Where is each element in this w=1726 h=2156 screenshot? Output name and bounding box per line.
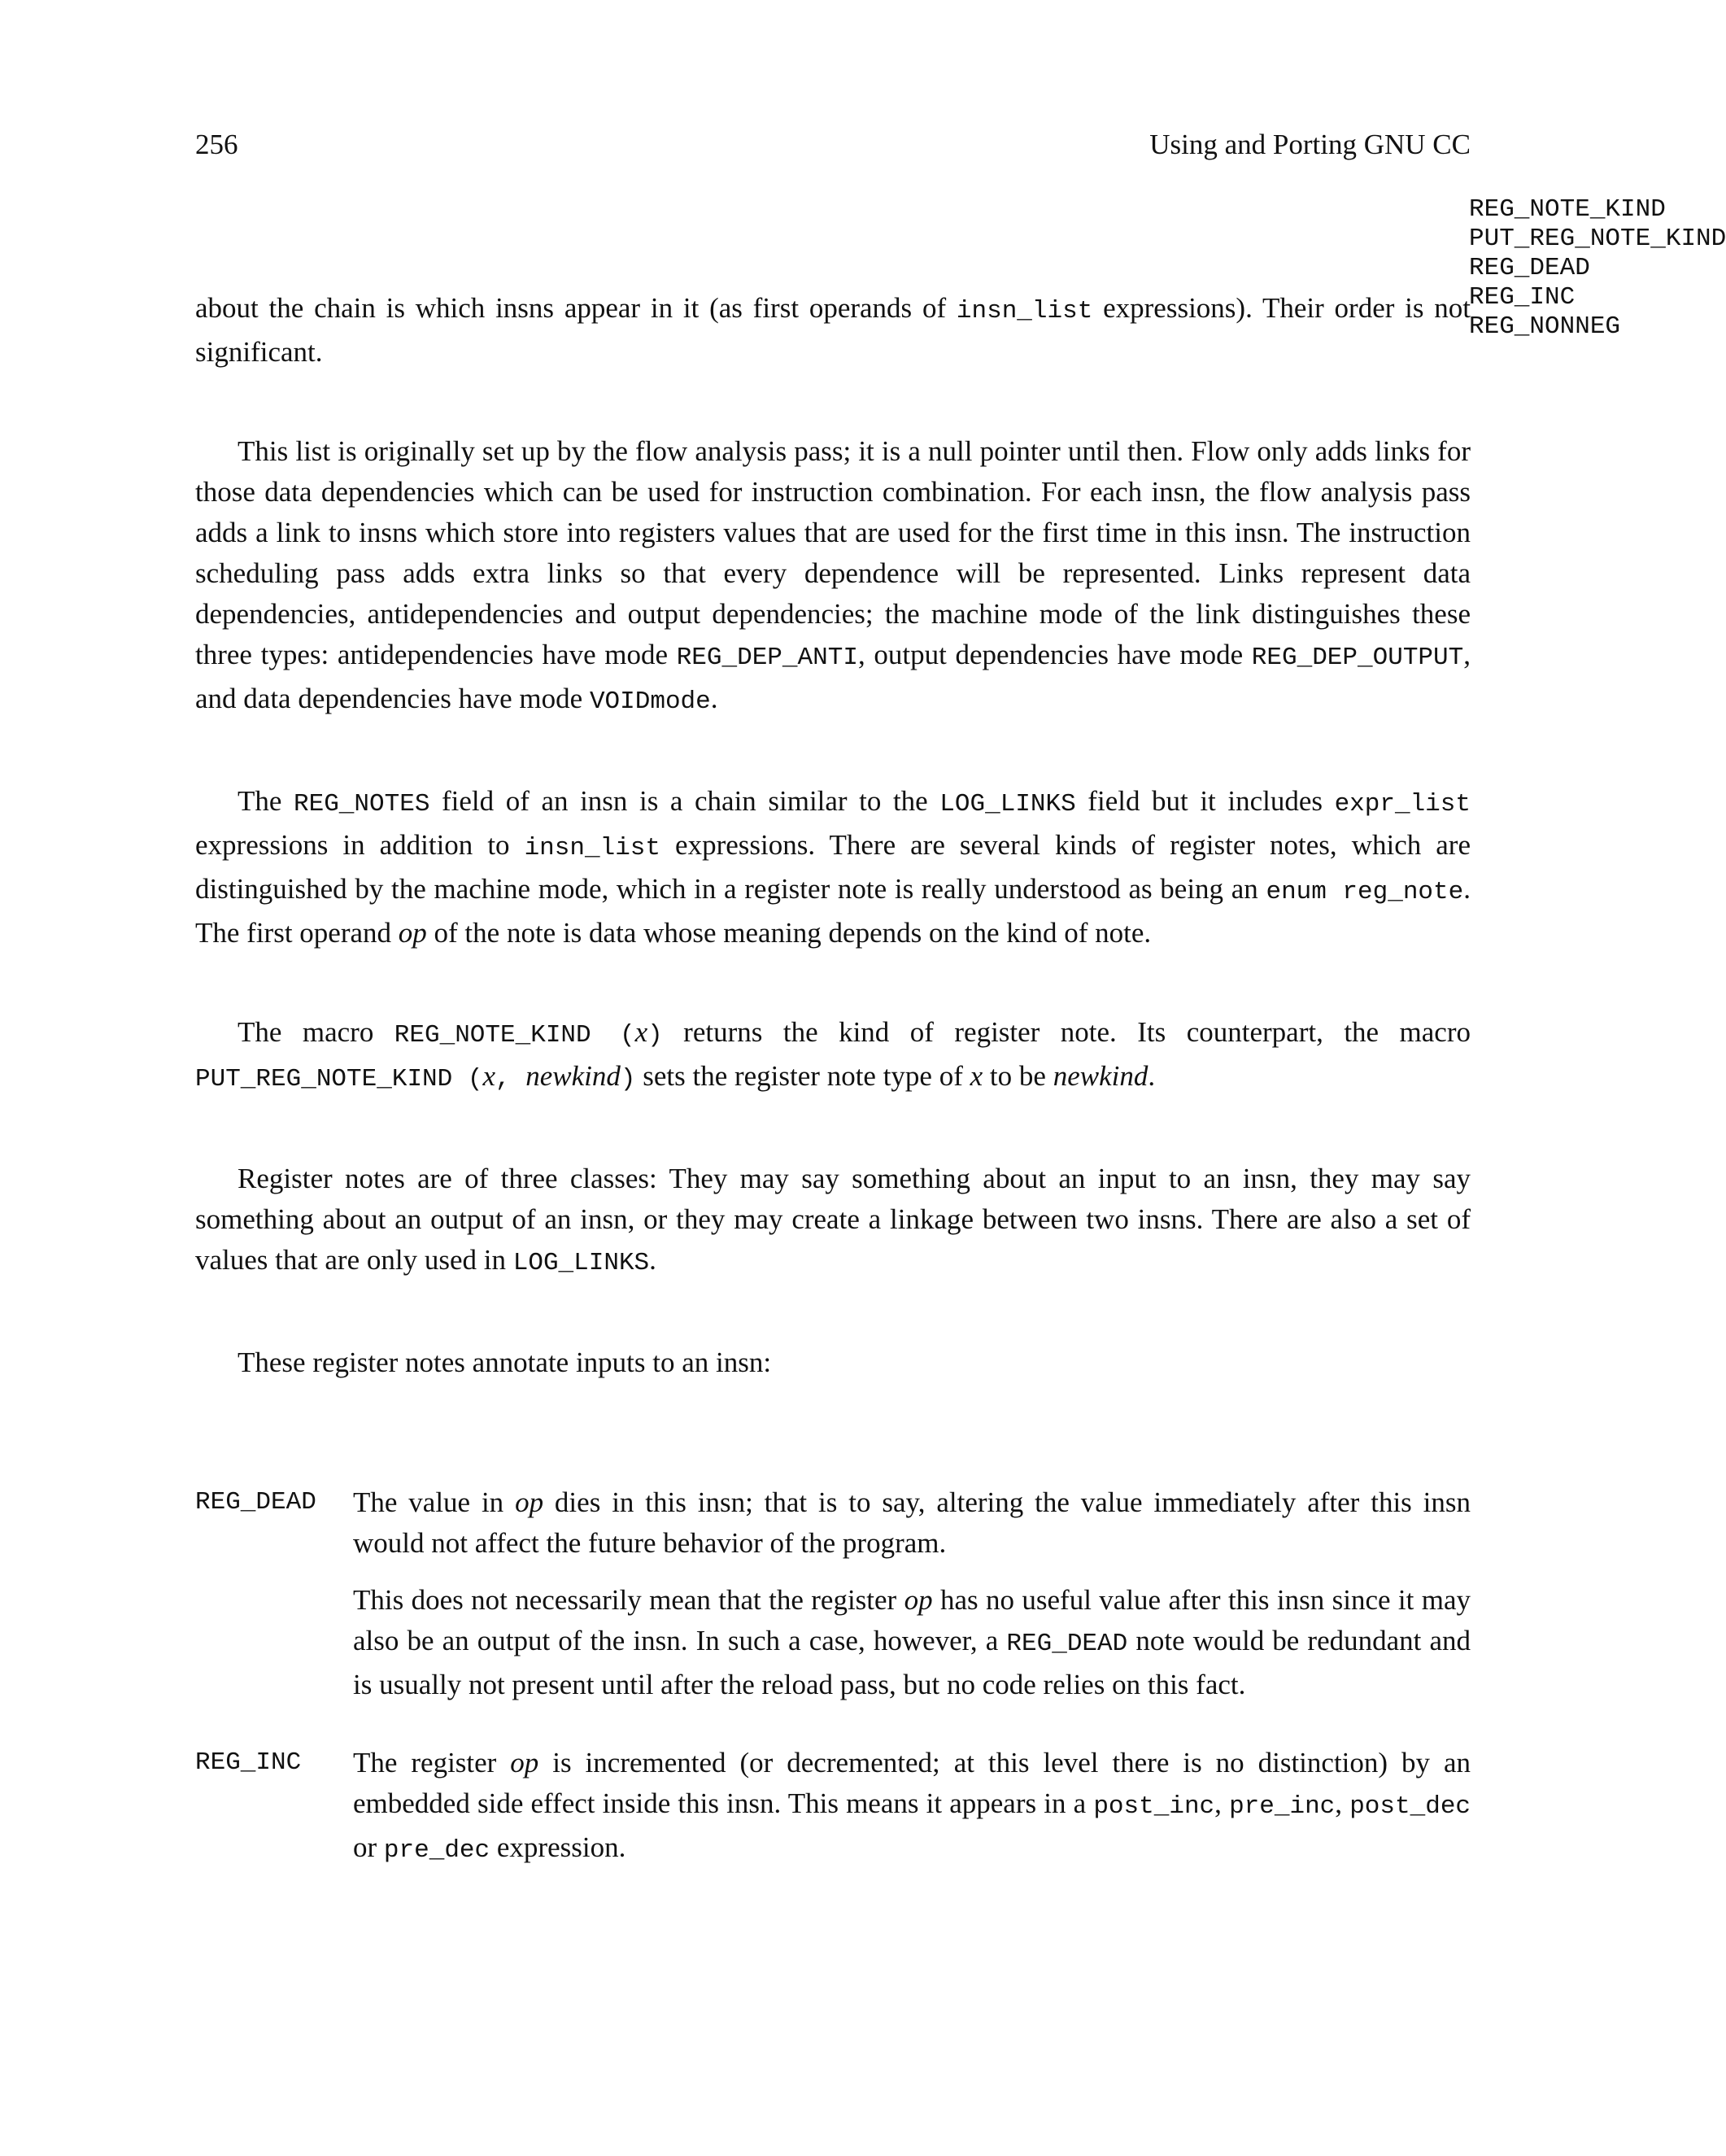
paragraph-chain-order: about the chain is which insns appear in it (as first operands of insn_list expressions). Their order is not significant. — [195, 292, 1471, 368]
index-entry: REG_INC — [1469, 283, 1576, 312]
paragraph-note-classes: Register notes are of three classes: They may say something about an input to an insn, they may say something about an output of an insn, or they may create a linkage between two insns. There are also a set of values that are only used in LOG_LINKS. — [195, 1163, 1471, 1277]
paragraph-input-notes-intro: These register notes annotate inputs to an insn: — [238, 1346, 772, 1378]
definition-paragraph: The value in op dies in this insn; that is to say, altering the value immediately after this insn would not affect the future behavior of the program. — [353, 1486, 1471, 1559]
definition-reg-inc — [195, 1743, 1471, 1871]
page-body — [195, 288, 1471, 1871]
running-title: Using and Porting GNU CC — [1149, 129, 1471, 160]
page-header — [195, 129, 1471, 169]
definition-description — [353, 1482, 1471, 1705]
margin-index-entries — [1469, 195, 1726, 342]
index-entry: PUT_REG_NOTE_KIND — [1469, 225, 1726, 253]
definition-description — [353, 1743, 1471, 1871]
paragraph-note-kind-macro: The macro REG_NOTE_KIND (x) returns the kind of register note. Its counterpart, the macro PUT_REG_NOTE_KIND (x, newkind) sets the register note type of x to be newkind. — [195, 1016, 1471, 1093]
paragraph-reg-notes: The REG_NOTES field of an insn is a chain similar to the LOG_LINKS field but it includes expr_list expressions in addition to insn_list expressions. There are several kinds of register notes, which are distinguished by the machine mode, which in a register note is really understood as being an enum reg_note. The first operand op of the note is data whose meaning depends on the kind of note. — [195, 785, 1471, 949]
definition-term: REG_DEAD — [195, 1488, 316, 1517]
index-entry: REG_NONNEG — [1469, 312, 1621, 341]
index-entry: REG_NOTE_KIND — [1469, 195, 1666, 224]
definition-list — [195, 1482, 1471, 1871]
page-number: 256 — [195, 129, 238, 160]
definition-term: REG_INC — [195, 1748, 302, 1777]
paragraph-flow-links: This list is originally set up by the flow analysis pass; it is a null pointer until then. Flow only adds links for those data dependencies which can be used for instruction combination. For each insn, the flow analysis pass adds a link to insns which store into registers values that are used for the first time in this insn. The instruction scheduling pass adds extra links so that every dependence will be represented. Links represent data dependencies, antidependencies and output dependencies; the machine mode of the link distinguishes these three types: antidependencies have mode REG_DEP_ANTI, output dependencies have mode REG_DEP_OUTPUT, and data dependencies have mode VOIDmode. — [195, 435, 1471, 716]
definition-paragraph: This does not necessarily mean that the register op has no useful value after this insn since it may also be an output of the insn. In such a case, however, a REG_DEAD note would be redundant and is usually not present until after the reload pass, but no code relies on this fact. — [353, 1584, 1471, 1700]
definition-paragraph: The register op is incremented (or decremented; at this level there is no distinction) by an embedded side effect inside this insn. This means it appears in a post_inc, pre_inc, post_dec or pre_dec expression. — [353, 1747, 1471, 1865]
index-entry: REG_DEAD — [1469, 254, 1590, 282]
definition-reg-dead — [195, 1482, 1471, 1705]
